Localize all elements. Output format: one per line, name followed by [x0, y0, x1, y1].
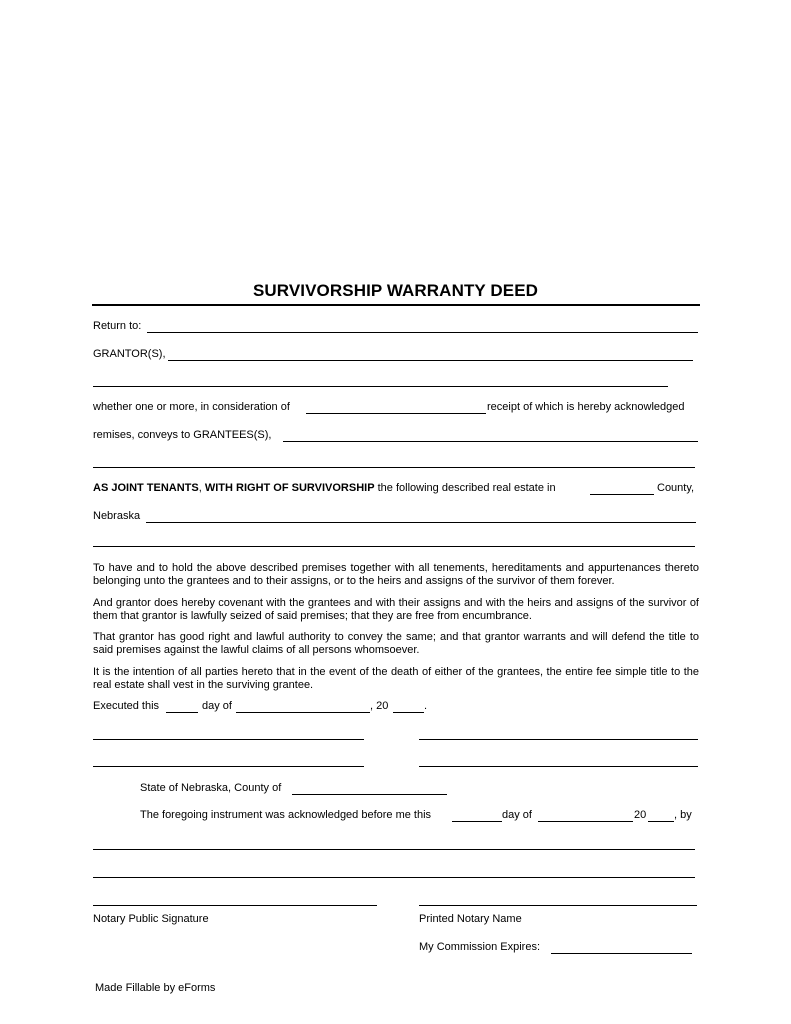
legal-description-field[interactable]	[146, 522, 696, 523]
intention-paragraph: It is the intention of all parties hereto that in the event of the death of either of the grantees, the entire fee simple title to the real estate shall vest in the surviving grantee.	[93, 666, 699, 691]
acknowledged-label: The foregoing instrument was acknowledged before me this	[140, 809, 432, 821]
notary-year-field[interactable]	[648, 821, 674, 822]
joint-tenants-clause	[93, 482, 556, 494]
notary-day-of: day of	[502, 809, 532, 821]
notary-by: , by	[674, 809, 692, 821]
joint-tenants-text: AS JOINT TENANTS	[93, 482, 199, 494]
clause-comma: ,	[198, 482, 202, 494]
county-label: County,	[657, 482, 695, 494]
habendum-paragraph: To have and to hold the above described premises together with all tenements, hereditaments and appurtenances thereto belonging unto the grantees and to their assigns, or to the heirs and assigns of the survivor of them forever.	[93, 562, 699, 587]
executed-month-field[interactable]	[236, 712, 370, 713]
consideration-field[interactable]	[306, 413, 486, 414]
printed-notary-name-line[interactable]	[419, 905, 697, 906]
executed-suffix: .	[424, 700, 428, 712]
notary-day-field[interactable]	[452, 821, 502, 822]
nebraska-label: Nebraska	[93, 510, 141, 522]
notary-signature-label: Notary Public Signature	[93, 913, 209, 925]
commission-expires-field[interactable]	[551, 953, 692, 954]
consideration-label: whether one or more, in consideration of	[93, 401, 290, 413]
survivorship-text: WITH RIGHT OF SURVIVORSHIP	[204, 482, 375, 494]
grantees-field-line-2[interactable]	[93, 467, 695, 468]
printed-notary-name-label: Printed Notary Name	[419, 913, 522, 925]
grantor-signature-line-2[interactable]	[419, 739, 698, 740]
legal-description-field-line-2[interactable]	[93, 546, 695, 547]
receipt-acknowledged-text: receipt of which is hereby acknowledged	[487, 401, 685, 413]
acknowledged-by-field[interactable]	[93, 849, 695, 850]
document-title: SURVIVORSHIP WARRANTY DEED	[252, 281, 539, 300]
notary-signature-line[interactable]	[93, 905, 377, 906]
commission-expires-label: My Commission Expires:	[419, 941, 541, 953]
grantors-field[interactable]	[168, 360, 693, 361]
notary-year-prefix: 20	[634, 809, 647, 821]
grantors-field-line-2[interactable]	[93, 386, 668, 387]
notary-month-field[interactable]	[538, 821, 633, 822]
notary-county-field[interactable]	[292, 794, 447, 795]
title-rule	[92, 304, 700, 306]
executed-day-field[interactable]	[166, 712, 198, 713]
grantor-signature-line-1[interactable]	[93, 739, 364, 740]
return-to-label: Return to:	[93, 320, 142, 332]
warranty-paragraph: That grantor has good right and lawful authority to convey the same; and that grantor warrants and will defend the title to said premises against the lawful claims of all persons whomsoever.	[93, 631, 699, 656]
executed-label: Executed this	[93, 700, 160, 712]
grantees-field[interactable]	[283, 441, 698, 442]
state-county-label: State of Nebraska, County of	[140, 782, 282, 794]
acknowledged-by-field-line-2[interactable]	[93, 877, 695, 878]
real-estate-text: the following described real estate in	[377, 482, 556, 494]
executed-year-field[interactable]	[393, 712, 424, 713]
executed-day-of: day of	[202, 700, 232, 712]
county-field[interactable]	[590, 494, 654, 495]
grantees-label: remises, conveys to GRANTEES(S),	[93, 429, 272, 441]
covenant-paragraph: And grantor does hereby covenant with the grantees and with their assigns and with the heirs and assigns of the survivor of them that grantor is lawfully seized of said premises; that they are free from encumbrance.	[93, 597, 699, 622]
grantor-name-line-2[interactable]	[419, 766, 698, 767]
grantor-name-line-1[interactable]	[93, 766, 364, 767]
executed-year-prefix: , 20	[370, 700, 389, 712]
grantors-label: GRANTOR(S),	[93, 348, 166, 360]
footer-credit: Made Fillable by eForms	[95, 982, 216, 994]
return-to-field[interactable]	[147, 332, 698, 333]
